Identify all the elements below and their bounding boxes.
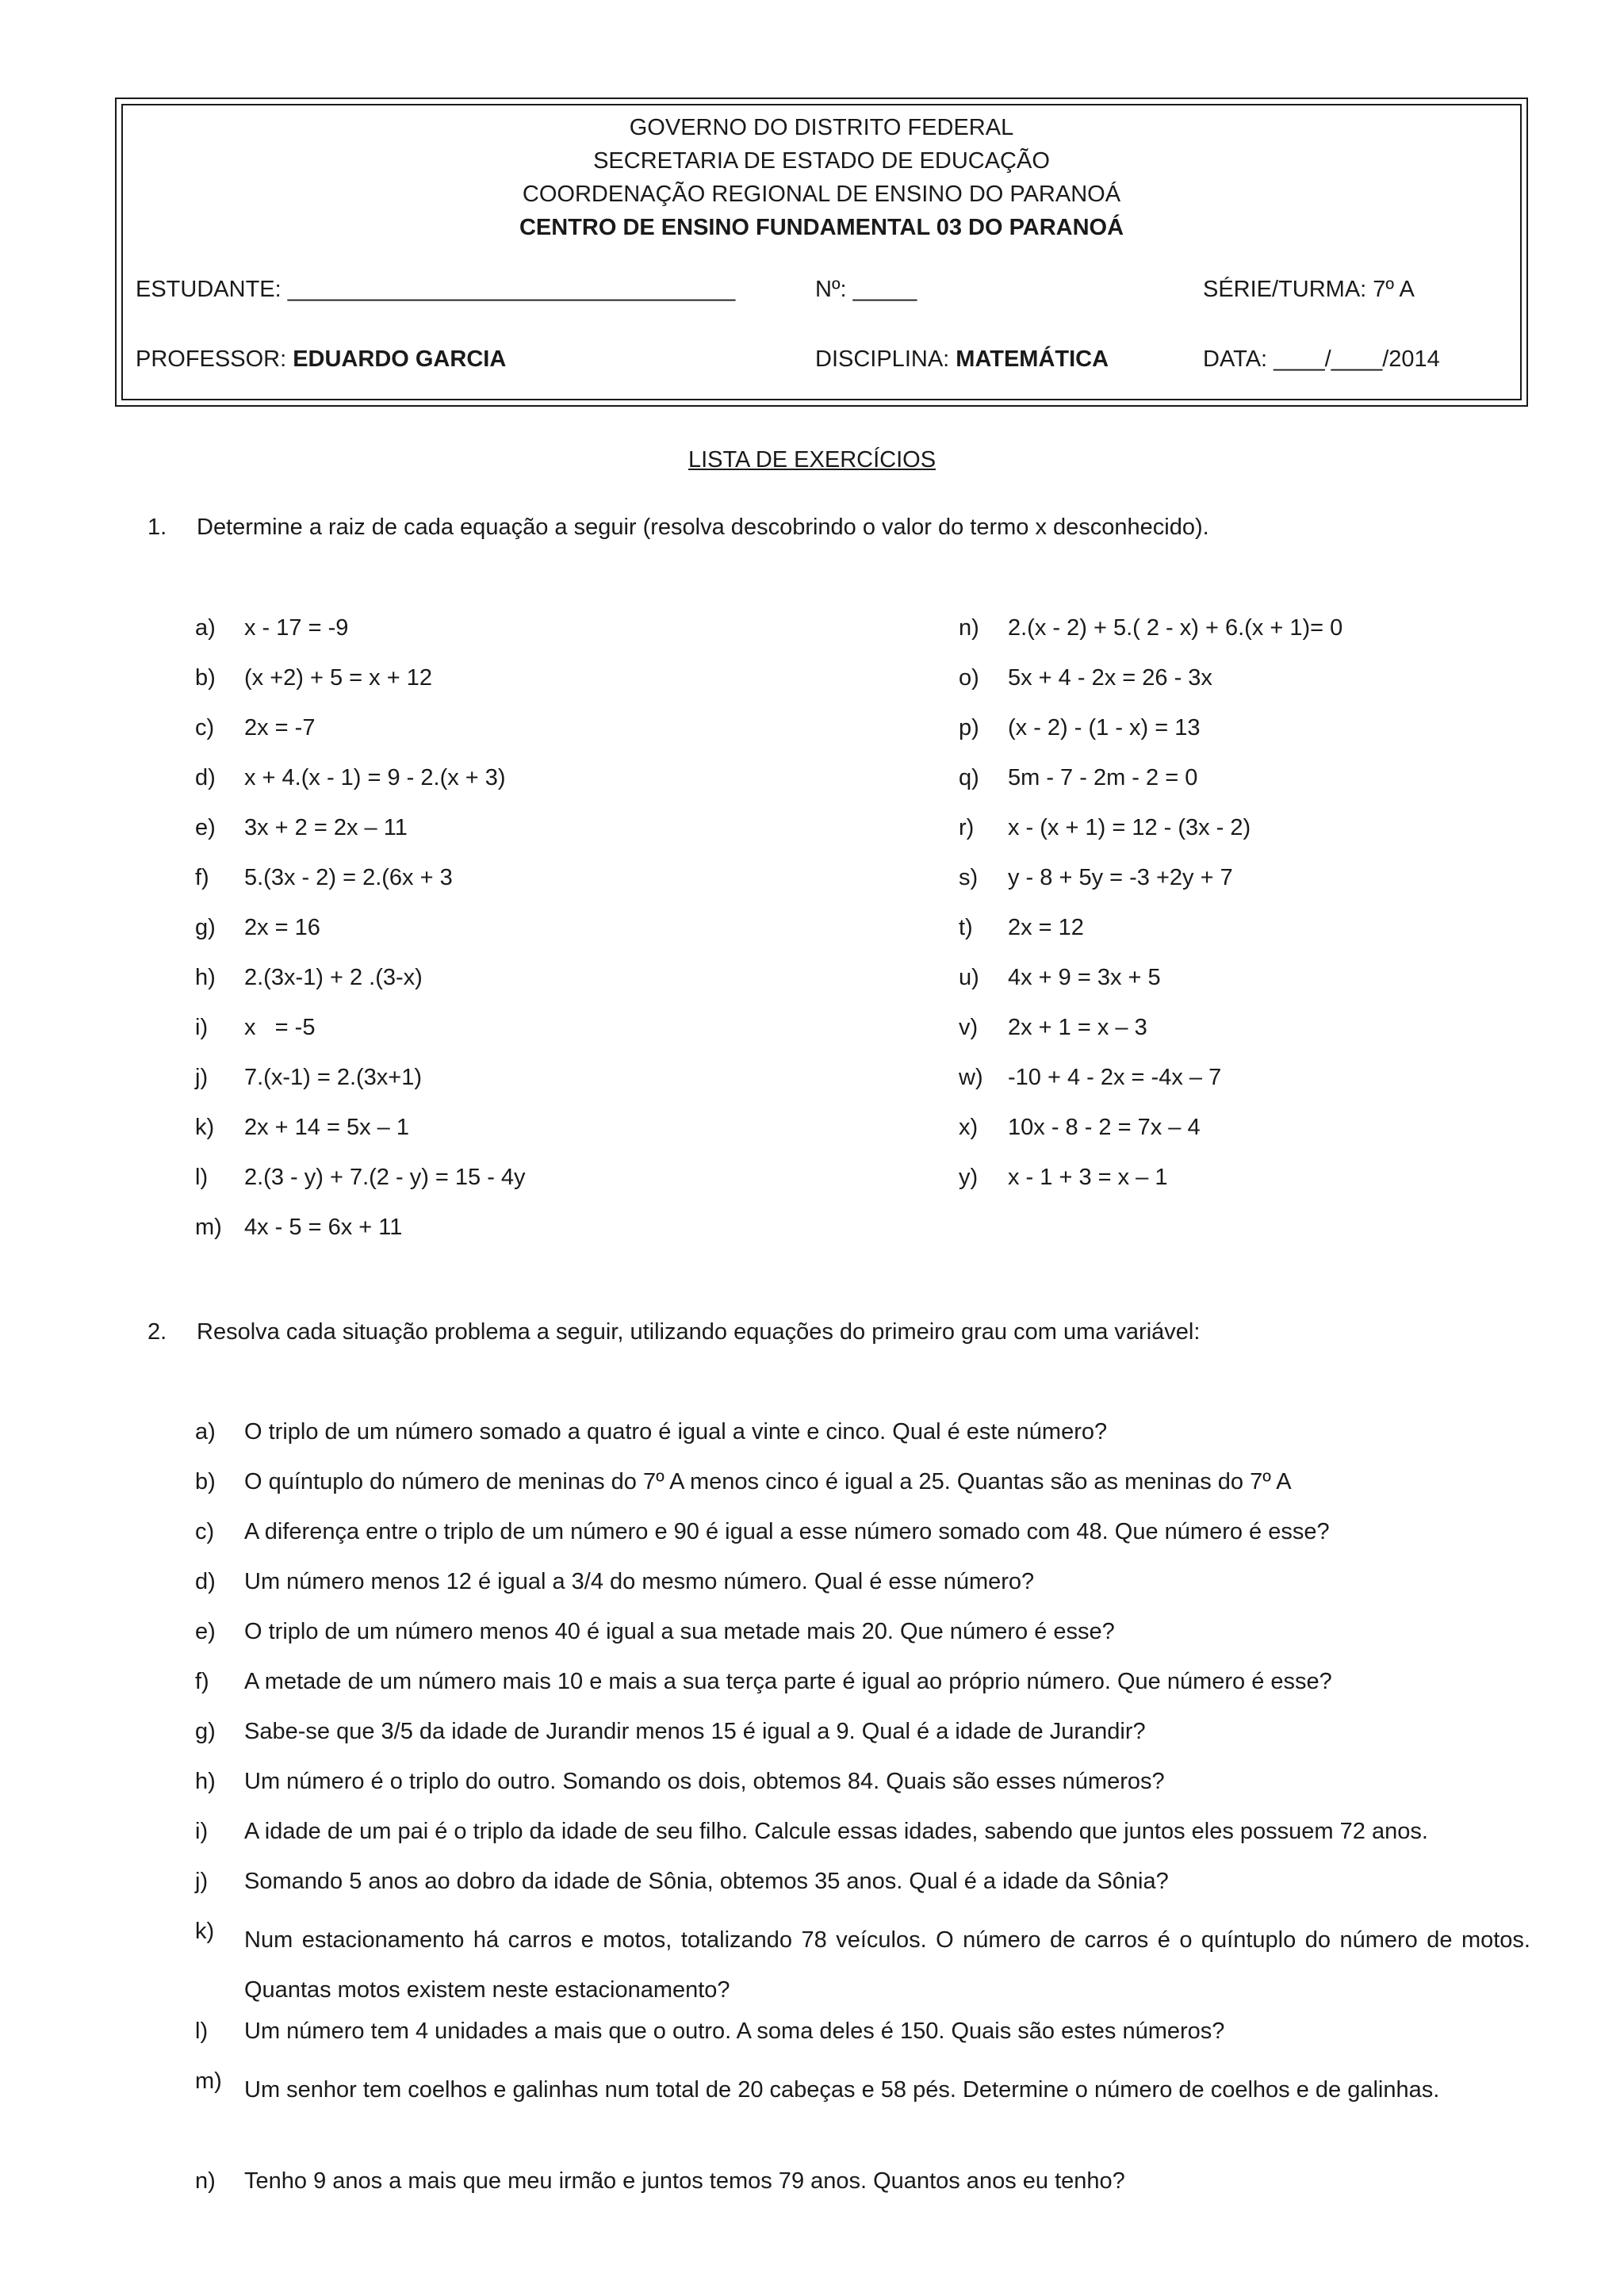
exercise-letter: b) [195, 1469, 216, 1494]
exercise-letter: y) [959, 1165, 979, 1190]
exercise-text: 5.(3x - 2) = 2.(6x + 3 [244, 865, 453, 890]
exercise-letter: e) [195, 1619, 216, 1644]
exercise-text: 2x + 14 = 5x – 1 [244, 1115, 409, 1140]
exercise-letter: d) [195, 765, 216, 790]
header-inner-border [121, 104, 1522, 400]
exercise-letter: l) [195, 1165, 209, 1190]
exercise-text: O quíntuplo do número de meninas do 7º A menos cinco é igual a 25. Quantas são as meninas do 7º A [244, 1469, 1292, 1494]
exercise-letter: s) [959, 865, 979, 890]
exercise-text: 2.(x - 2) + 5.( 2 - x) + 6.(x + 1)= 0 [1008, 615, 1343, 641]
exercise-text: Sabe-se que 3/5 da idade de Jurandir menos 15 é igual a 9. Qual é a idade de Jurandir? [244, 1719, 1146, 1744]
exercise-text: 2x = 12 [1008, 915, 1084, 940]
exercise-text: Um número tem 4 unidades a mais que o outro. A soma deles é 150. Quais são estes números? [244, 2019, 1225, 2044]
list-title-wrap [0, 444, 1624, 476]
exercise-text: A metade de um número mais 10 e mais a sua terça parte é igual ao próprio número. Que número é esse? [244, 1669, 1332, 1694]
header-school-name: CENTRO DE ENSINO FUNDAMENTAL 03 DO PARANOÁ [519, 215, 1124, 240]
exercise-text: 2x = 16 [244, 915, 320, 940]
exercise-text: Um número menos 12 é igual a 3/4 do mesmo número. Qual é esse número? [244, 1569, 1035, 1594]
exercise-letter: c) [195, 715, 215, 740]
exercise-letter: m) [195, 2068, 222, 2094]
exercise-letter: p) [959, 715, 979, 740]
exercise-letter: o) [959, 665, 979, 691]
question-1-text: Determine a raiz de cada equação a seguir (resolva descobrindo o valor do termo x desconhecido). [197, 515, 1209, 540]
exercise-text: 2x + 1 = x – 3 [1008, 1015, 1147, 1040]
exercise-text: (x - 2) - (1 - x) = 13 [1008, 715, 1201, 740]
exercise-letter: l) [195, 2019, 209, 2044]
exercise-letter: x) [959, 1115, 979, 1140]
header-line-3: COORDENAÇÃO REGIONAL DE ENSINO DO PARANOÁ [522, 182, 1121, 207]
class-field: SÉRIE/TURMA: 7º A [1203, 277, 1415, 302]
exercise-text: x - 17 = -9 [244, 615, 349, 641]
exercise-letter: b) [195, 665, 216, 691]
exercise-letter: a) [195, 615, 216, 641]
exercise-letter: m) [195, 1215, 222, 1240]
exercise-letter: e) [195, 815, 216, 840]
exercise-text: Num estacionamento há carros e motos, totalizando 78 veículos. O número de carros é o quíntuplo do número de motos. Quantas motos existem neste estacionamento? [244, 1927, 1530, 2003]
exercise-text: -10 + 4 - 2x = -4x – 7 [1008, 1065, 1222, 1090]
header-line-1: GOVERNO DO DISTRITO FEDERAL [629, 115, 1014, 140]
exercise-text: x - 1 + 3 = x – 1 [1008, 1165, 1168, 1190]
exercise-text: Somando 5 anos ao dobro da idade de Sônia, obtemos 35 anos. Qual é a idade da Sônia? [244, 1869, 1169, 1894]
exercise-text: Um número é o triplo do outro. Somando os dois, obtemos 84. Quais são esses números? [244, 1769, 1165, 1794]
exercise-text: Um senhor tem coelhos e galinhas num total de 20 cabeças e 58 pés. Determine o número de coelhos e de galinhas. [244, 2077, 1440, 2103]
teacher-label: PROFESSOR: [136, 346, 293, 372]
student-field: ESTUDANTE: ___________________________________ [136, 277, 736, 302]
exercise-text: 10x - 8 - 2 = 7x – 4 [1008, 1115, 1201, 1140]
exercise-text: 5x + 4 - 2x = 26 - 3x [1008, 665, 1212, 691]
question-1-number: 1. [147, 515, 167, 540]
exercise-letter: n) [959, 615, 979, 641]
exercise-letter: r) [959, 815, 975, 840]
exercise-text: O triplo de um número menos 40 é igual a sua metade mais 20. Que número é esse? [244, 1619, 1115, 1644]
exercise-letter: u) [959, 965, 979, 990]
exercise-text: O triplo de um número somado a quatro é igual a vinte e cinco. Qual é este número? [244, 1419, 1108, 1445]
exercise-text: x = -5 [244, 1015, 316, 1040]
list-title: LISTA DE EXERCÍCIOS [688, 447, 936, 473]
exercise-letter: j) [195, 1869, 209, 1894]
exercise-text: 2.(3 - y) + 7.(2 - y) = 15 - 4y [244, 1165, 526, 1190]
exercise-letter: v) [959, 1015, 979, 1040]
exercise-letter: a) [195, 1419, 216, 1445]
number-field: Nº: _____ [815, 277, 917, 302]
exercise-text: x - (x + 1) = 12 - (3x - 2) [1008, 815, 1251, 840]
question-2-number: 2. [147, 1319, 167, 1345]
exercise-letter: k) [195, 1919, 215, 1944]
subject-field [815, 343, 1109, 375]
subject-name: MATEMÁTICA [956, 346, 1109, 372]
exercise-letter: g) [195, 1719, 216, 1744]
exercise-letter: i) [195, 1819, 209, 1844]
date-field: DATA: ____/____/2014 [1203, 346, 1440, 372]
teacher-name: EDUARDO GARCIA [293, 346, 507, 372]
exercise-letter: f) [195, 1669, 209, 1694]
exercise-letter: g) [195, 915, 216, 940]
exercise-letter: q) [959, 765, 979, 790]
exercise-text: A idade de um pai é o triplo da idade de seu filho. Calcule essas idades, sabendo que juntos eles possuem 72 anos. [244, 1819, 1428, 1844]
teacher-field [136, 343, 506, 375]
exercise-text: (x +2) + 5 = x + 12 [244, 665, 432, 691]
exercise-letter: c) [195, 1519, 215, 1544]
header-box [115, 98, 1528, 407]
exercise-letter: t) [959, 915, 973, 940]
question-2-text: Resolva cada situação problema a seguir, utilizando equações do primeiro grau com uma variável: [197, 1319, 1201, 1345]
exercise-text: x + 4.(x - 1) = 9 - 2.(x + 3) [244, 765, 506, 790]
subject-label: DISCIPLINA: [815, 346, 956, 372]
exercise-text: 4x - 5 = 6x + 11 [244, 1215, 403, 1240]
exercise-letter: h) [195, 965, 216, 990]
exercise-text: 2.(3x-1) + 2 .(3-x) [244, 965, 423, 990]
exercise-text: 3x + 2 = 2x – 11 [244, 815, 408, 840]
header-line-2: SECRETARIA DE ESTADO DE EDUCAÇÃO [593, 148, 1050, 174]
exercise-text: 2x = -7 [244, 715, 316, 740]
exercise-text: 7.(x-1) = 2.(3x+1) [244, 1065, 423, 1090]
exercise-text: y - 8 + 5y = -3 +2y + 7 [1008, 865, 1233, 890]
exercise-letter: w) [959, 1065, 983, 1090]
exercise-letter: h) [195, 1769, 216, 1794]
exercise-letter: d) [195, 1569, 216, 1594]
exercise-letter: n) [195, 2168, 216, 2194]
exercise-letter: k) [195, 1115, 215, 1140]
exercise-text: 4x + 9 = 3x + 5 [1008, 965, 1161, 990]
exercise-text: 5m - 7 - 2m - 2 = 0 [1008, 765, 1198, 790]
exercise-letter: f) [195, 865, 209, 890]
exercise-text: Tenho 9 anos a mais que meu irmão e juntos temos 79 anos. Quantos anos eu tenho? [244, 2168, 1125, 2194]
exercise-text: A diferença entre o triplo de um número e 90 é igual a esse número somado com 48. Que número é esse? [244, 1519, 1330, 1544]
exercise-letter: i) [195, 1015, 209, 1040]
exercise-letter: j) [195, 1065, 209, 1090]
